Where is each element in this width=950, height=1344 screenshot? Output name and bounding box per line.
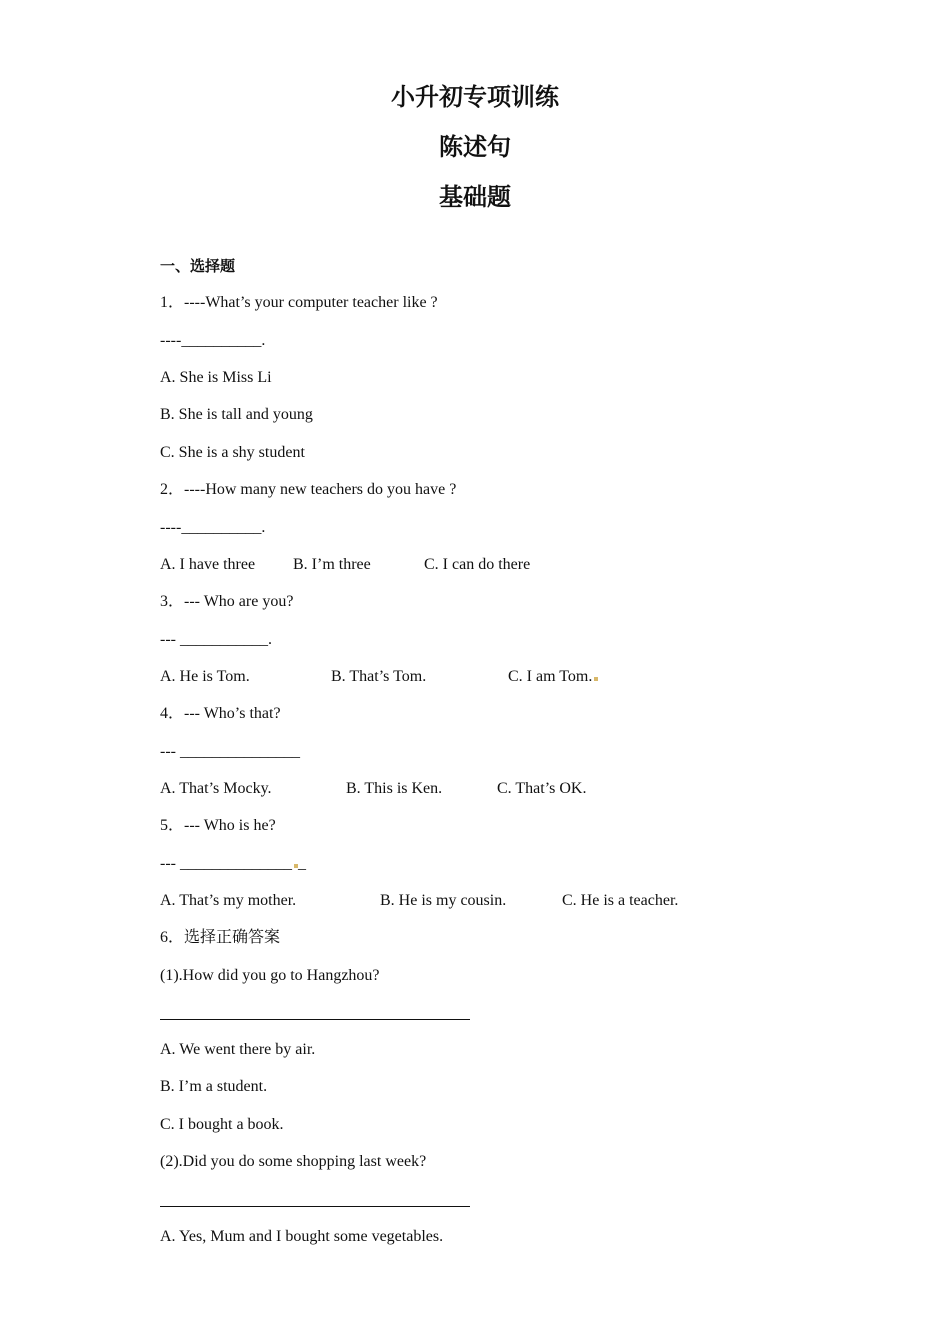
option-a: A. That’s Mocky. <box>160 780 272 797</box>
section-heading: 一、选择题 <box>160 257 236 275</box>
document-level: 基础题 <box>439 183 511 211</box>
option-c: C. She is a shy student <box>160 444 305 461</box>
option-c-wrap <box>508 667 598 687</box>
option-b: B. I’m three <box>293 556 371 573</box>
option-a: A. That’s my mother. <box>160 892 297 909</box>
question-stem: 4．--- Who’s that? <box>160 705 281 722</box>
option-b: B. This is Ken. <box>346 780 443 797</box>
option-c: C. I bought a book. <box>160 1116 284 1133</box>
options-row <box>160 667 760 687</box>
document-title: 小升初专项训练 <box>391 83 559 111</box>
answer-line <box>160 1206 470 1207</box>
highlight-mark <box>594 677 598 681</box>
answer-blank: ----__________. <box>160 519 266 536</box>
option-a: A. He is Tom. <box>160 668 250 685</box>
option-b: B. He is my cousin. <box>380 892 507 909</box>
option-a: A. She is Miss Li <box>160 369 272 386</box>
answer-blank: --- ______________ <box>160 855 292 872</box>
option-a: A. We went there by air. <box>160 1041 316 1058</box>
sub-question-stem: (2).Did you do some shopping last week? <box>160 1153 427 1170</box>
option-c: C. That’s OK. <box>497 780 587 797</box>
answer-blank: --- ___________. <box>160 631 272 648</box>
option-c: C. He is a teacher. <box>562 892 679 909</box>
options-row <box>160 779 760 799</box>
option-b: B. She is tall and young <box>160 406 313 423</box>
answer-blank-tail: _ <box>297 855 306 872</box>
option-c: C. I am Tom. <box>508 668 593 685</box>
question-stem: 2．----How many new teachers do you have ? <box>160 481 457 498</box>
answer-line <box>160 1019 470 1020</box>
options-row <box>160 891 760 911</box>
document-subtitle: 陈述句 <box>439 133 511 161</box>
option-a: A. I have three <box>160 556 256 573</box>
answer-blank-wrap <box>160 854 306 874</box>
option-b: B. That’s Tom. <box>331 668 427 685</box>
option-a: A. Yes, Mum and I bought some vegetables. <box>160 1228 444 1245</box>
sub-question-stem: (1).How did you go to Hangzhou? <box>160 967 380 984</box>
question-stem: 1．----What’s your computer teacher like ? <box>160 294 438 311</box>
answer-blank: ----__________. <box>160 332 266 349</box>
question-stem: 3．--- Who are you? <box>160 593 294 610</box>
answer-blank: --- _______________ <box>160 743 300 760</box>
options-row <box>160 555 760 575</box>
option-b: B. I’m a student. <box>160 1078 268 1095</box>
question-stem: 5．--- Who is he? <box>160 817 276 834</box>
option-c: C. I can do there <box>424 556 531 573</box>
question-stem: 6．选择正确答案 <box>160 929 281 946</box>
